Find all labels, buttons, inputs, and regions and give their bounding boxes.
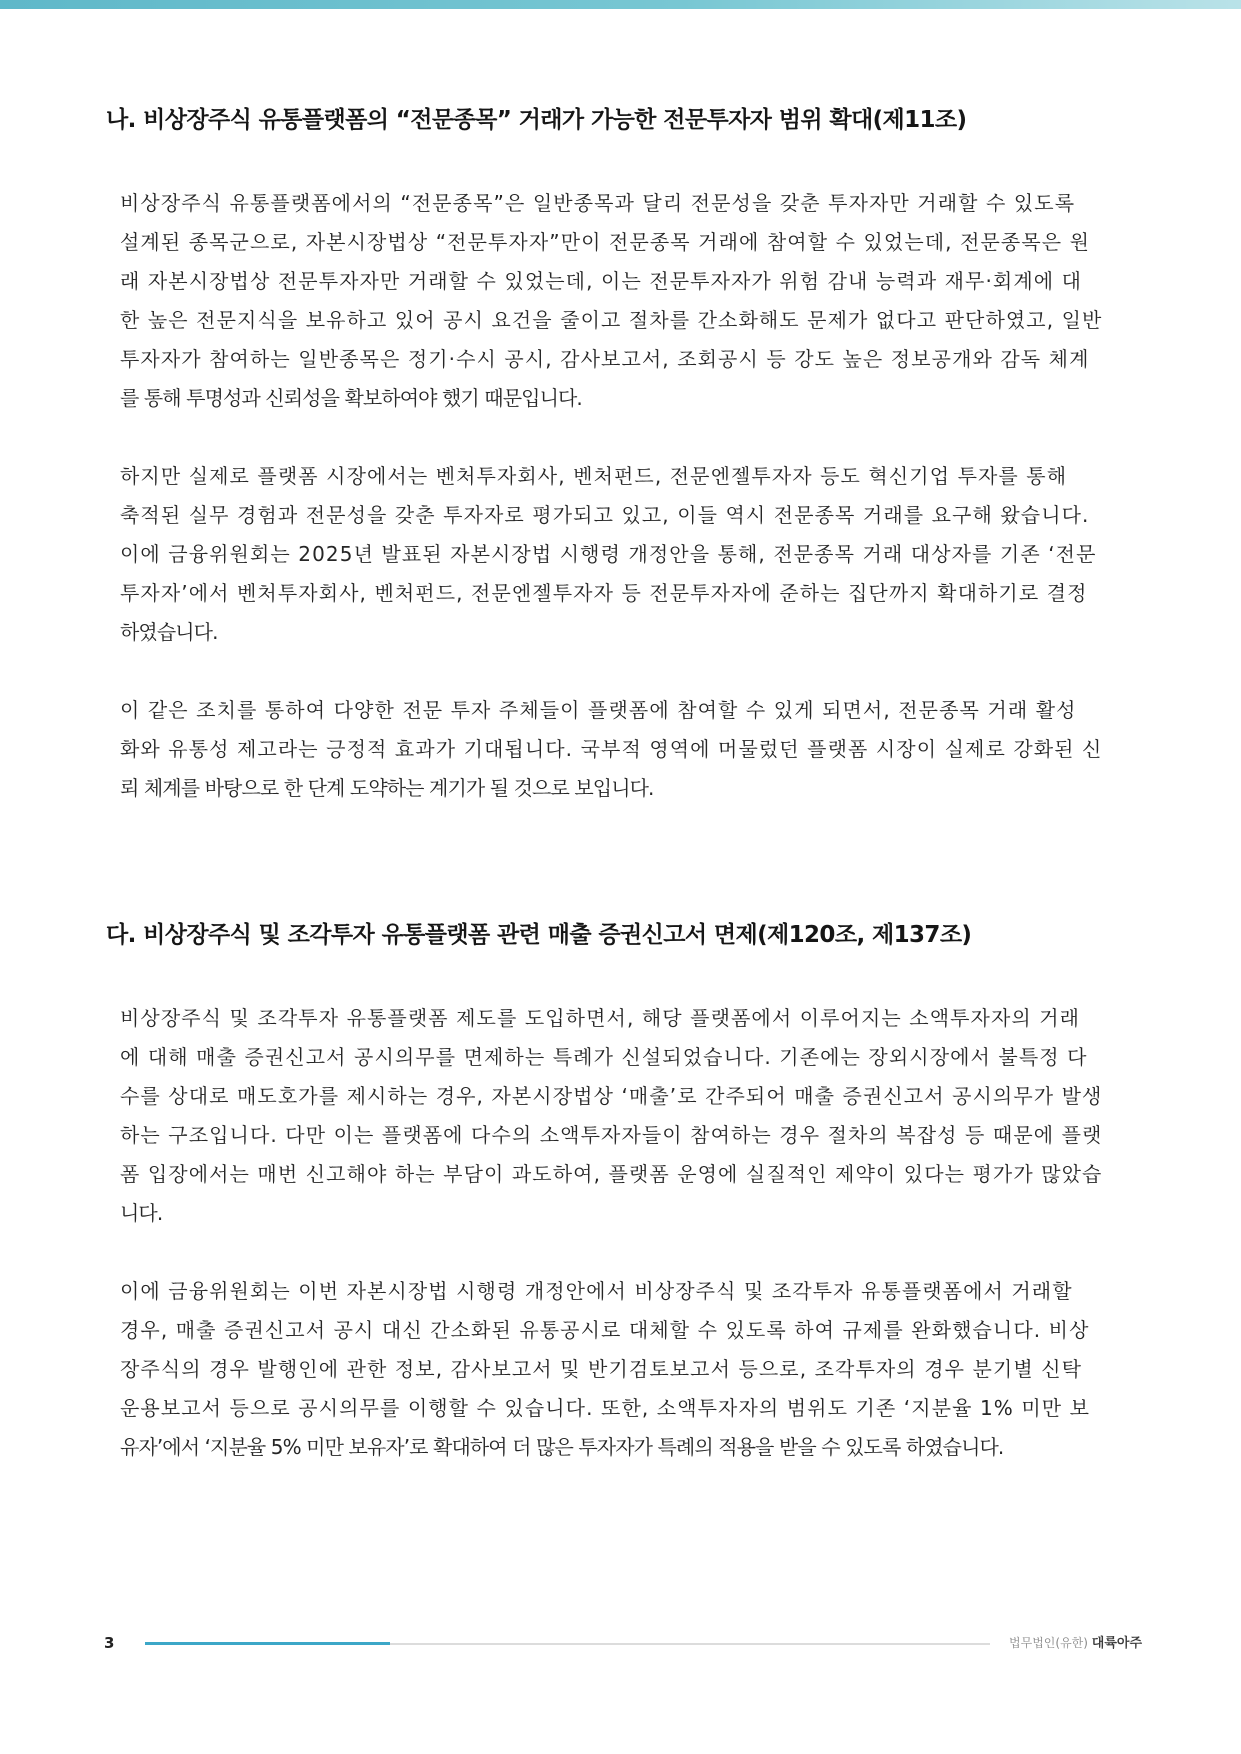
text-line: 유자’에서 ‘지분율 5% 미만 보유자’로 확대하여 더 많은 투자자가 특례의 적용을 받을 수 있도록 하였습니다. [120, 1435, 1004, 1459]
section-na [106, 100, 1134, 808]
section-da [106, 915, 1134, 1467]
text-line: 투자자’에서 벤처투자회사, 벤처펀드, 전문엔젤투자자 등 전문투자자에 준하는 집단까지 확대하기로 결정 [120, 581, 1088, 605]
paragraph [106, 184, 1134, 418]
text-line: 비상장주식 유통플랫폼에서의 “전문종목”은 일반종목과 달리 전문성을 갖춘 투자자만 거래할 수 있도록 [120, 191, 1076, 215]
firm-title: 대륙아주 [1091, 1636, 1142, 1651]
text-line: 장주식의 경우 발행인에 관한 정보, 감사보고서 및 반기검토보고서 등으로, 조각투자의 경우 분기별 신탁 [120, 1357, 1083, 1381]
text-line: 를 통해 투명성과 신뢰성을 확보하여야 했기 때문입니다. [120, 386, 582, 410]
section-heading: 다. 비상장주식 및 조각투자 유통플랫폼 관련 매출 증권신고서 면제(제120조, 제137조) [106, 922, 972, 948]
text-line: 화와 유통성 제고라는 긍정적 효과가 기대됩니다. 국부적 영역에 머물렀던 플랫폼 시장이 실제로 강화된 신 [120, 737, 1103, 761]
paragraph [106, 457, 1134, 652]
firm-prefix: 법무법인(유한) [1009, 1636, 1088, 1650]
text-line: 폼 입장에서는 매번 신고해야 하는 부담이 과도하여, 플랫폼 운영에 실질적인 제약이 있다는 평가가 많았습 [120, 1162, 1103, 1186]
text-line: 비상장주식 및 조각투자 유통플랫폼 제도를 도입하면서, 해당 플랫폼에서 이루어지는 소액투자자의 거래 [120, 1006, 1081, 1030]
text-line: 하지만 실제로 플랫폼 시장에서는 벤처투자회사, 벤처펀드, 전문엔젤투자자 등도 혁신기업 투자를 통해 [120, 464, 1068, 488]
paragraph [106, 1272, 1134, 1467]
text-line: 한 높은 전문지식을 보유하고 있어 공시 요건을 줄이고 절차를 간소화해도 문제가 없다고 판단하였고, 일반 [120, 308, 1103, 332]
text-line: 이에 금융위원회는 2025년 발표된 자본시장법 시행령 개정안을 통해, 전문종목 거래 대상자를 기존 ‘전문 [120, 542, 1097, 566]
text-line: 투자자가 참여하는 일반종목은 정기·수시 공시, 감사보고서, 조회공시 등 강도 높은 정보공개와 감독 체계 [120, 347, 1090, 371]
text-line: 수를 상대로 매도호가를 제시하는 경우, 자본시장법상 ‘매출’로 간주되어 매출 증권신고서 공시의무가 발생 [120, 1084, 1103, 1108]
text-line: 하였습니다. [120, 620, 218, 644]
text-line: 설계된 종목군으로, 자본시장법상 “전문투자자”만이 전문종목 거래에 참여할 수 있었는데, 전문종목은 원 [120, 230, 1091, 254]
text-line: 니다. [120, 1201, 163, 1225]
text-line: 에 대해 매출 증권신고서 공시의무를 면제하는 특례가 신설되었습니다. 기존에는 장외시장에서 불특정 다 [120, 1045, 1088, 1069]
text-line: 뢰 체계를 바탕으로 한 단계 도약하는 계기가 될 것으로 보입니다. [120, 776, 654, 800]
text-line: 래 자본시장법상 전문투자자만 거래할 수 있었는데, 이는 전문투자자가 위험 감내 능력과 재무·회계에 대 [120, 269, 1083, 293]
text-line: 이에 금융위원회는 이번 자본시장법 시행령 개정안에서 비상장주식 및 조각투자 유통플랫폼에서 거래할 [120, 1279, 1073, 1303]
text-line: 하는 구조입니다. 다만 이는 플랫폼에 다수의 소액투자자들이 참여하는 경우 절차의 복잡성 등 때문에 플랫 [120, 1123, 1103, 1147]
page-footer [0, 1628, 1241, 1658]
paragraph [106, 691, 1134, 808]
firm-name [1009, 1628, 1142, 1659]
footer-divider-accent [145, 1642, 390, 1645]
text-line: 이 같은 조치를 통하여 다양한 전문 투자 주체들이 플랫폼에 참여할 수 있게 되면서, 전문종목 거래 활성 [120, 698, 1077, 722]
text-line: 경우, 매출 증권신고서 공시 대신 간소화된 유통공시로 대체할 수 있도록 하여 규제를 완화했습니다. 비상 [120, 1318, 1090, 1342]
top-accent-bar [0, 0, 1241, 9]
section-heading: 나. 비상장주식 유통플랫폼의 “전문종목” 거래가 가능한 전문투자자 범위 확대(제11조) [106, 107, 967, 133]
paragraph [106, 999, 1134, 1233]
page-number: 3 [104, 1634, 115, 1652]
text-line: 운용보고서 등으로 공시의무를 이행할 수 있습니다. 또한, 소액투자자의 범위도 기존 ‘지분율 1% 미만 보 [120, 1396, 1091, 1420]
text-line: 축적된 실무 경험과 전문성을 갖춘 투자자로 평가되고 있고, 이들 역시 전문종목 거래를 요구해 왔습니다. [120, 503, 1090, 527]
